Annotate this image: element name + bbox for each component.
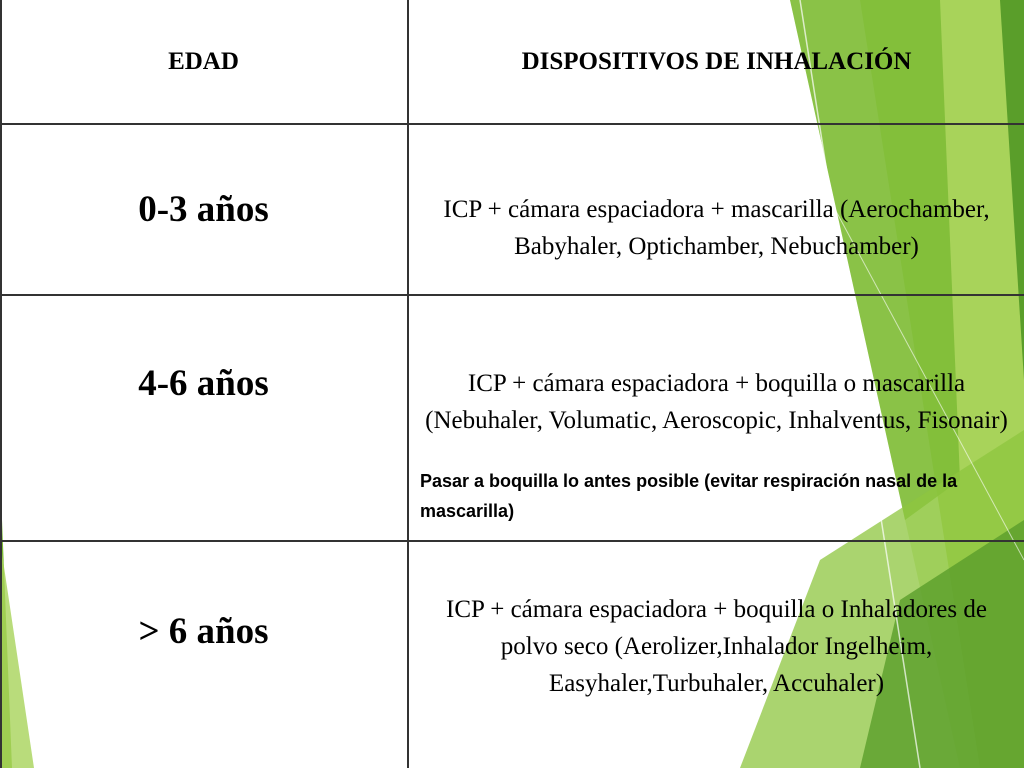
row-age: 4-6 años [138,363,269,404]
header-devices: DISPOSITIVOS DE INHALACIÓN [521,47,912,75]
row-devices: ICP + cámara espaciadora + boquilla o Inhaladores de polvo seco (Aerolizer,Inhalador Ingelheim, Easyhaler,Turbuhaler, Accuhaler) [446,595,987,697]
row-age: 0-3 años [138,189,269,230]
row-age: > 6 años [138,610,269,652]
header-age: EDAD [168,47,239,75]
row-devices: ICP + cámara espaciadora + mascarilla (Aerochamber, Babyhaler, Optichamber, Nebuchamber) [443,196,990,260]
row-devices: ICP + cámara espaciadora + boquilla o mascarilla (Nebuhaler, Volumatic, Aeroscopic, Inhalventus, Fisonair) [425,370,1008,434]
row-note: Pasar a boquilla lo antes posible (evitar respiración nasal de la mascarilla) [420,471,958,521]
